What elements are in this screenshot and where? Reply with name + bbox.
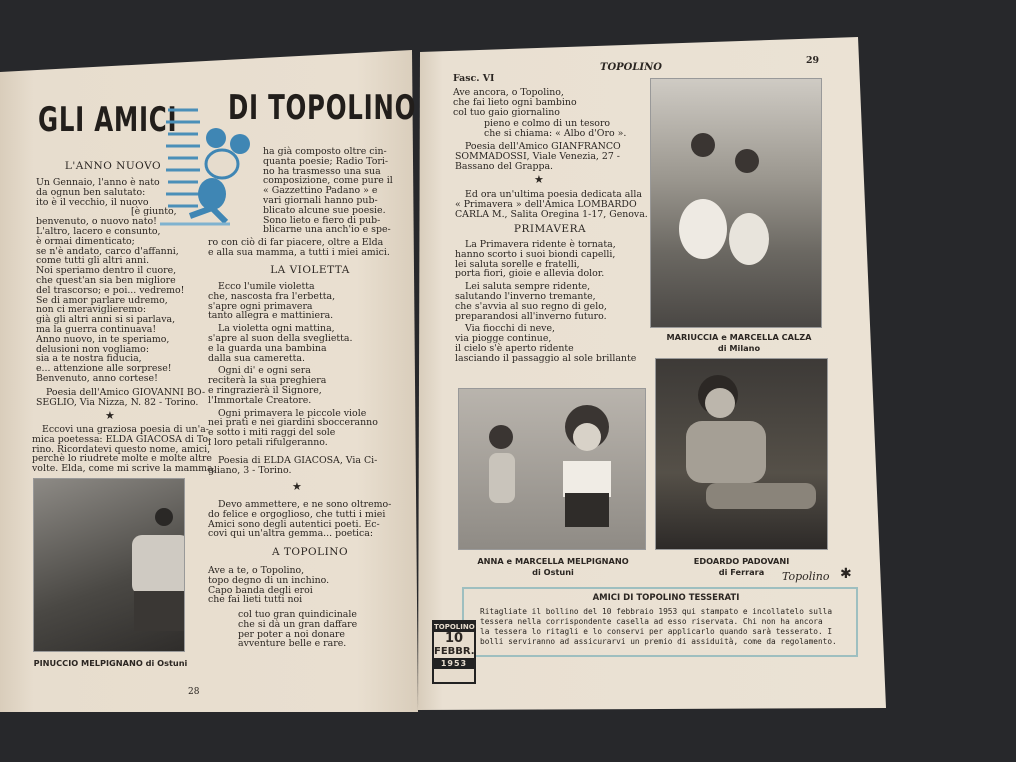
text-line: che si dà un gran daffare bbox=[238, 618, 358, 630]
poem-primavera bbox=[455, 240, 636, 367]
text-line: Ave ancora, o Topolino, bbox=[453, 87, 564, 98]
text-line: se n'è andato, carco d'affanni, bbox=[36, 245, 179, 257]
text-line: reciterà la sua preghiera bbox=[208, 375, 327, 387]
text-line: gliano, 3 - Torino. bbox=[208, 464, 292, 476]
text-line: rino. Ricordatevi questo nome, amici, bbox=[32, 443, 211, 455]
box-title: AMICI DI TOPOLINO TESSERATI bbox=[592, 593, 740, 603]
text-line: Poesia dell'Amico GIANFRANCO bbox=[465, 141, 621, 152]
text-line: come tutti gli altri anni. bbox=[36, 255, 150, 267]
text-line: e... attenzione alle sorprese! bbox=[36, 363, 172, 375]
text-line: Poesia di ELDA GIACOSA, Via Ci- bbox=[218, 455, 378, 466]
text-line: La Primavera ridente è tornata, bbox=[465, 239, 616, 250]
text-line: quanta poesie; Radio Tori- bbox=[263, 155, 388, 167]
stamp-month: FEBBR. bbox=[434, 646, 475, 657]
text-line: Ecco l'umile violetta bbox=[218, 281, 315, 292]
text-line: no ha trasmesso una sua bbox=[263, 165, 381, 177]
text-line: L'altro, lacero e consunto, bbox=[36, 225, 161, 237]
stamp-brand: TOPOLINO bbox=[434, 623, 475, 631]
text-line: s'apre al suon della sveglietta. bbox=[208, 332, 353, 344]
star-separator: ★ bbox=[292, 480, 302, 493]
mickey-head-icon: ✱ bbox=[840, 566, 852, 582]
text-line: da ognun ben salutato: bbox=[36, 186, 146, 198]
fascicle-label: Fasc. VI bbox=[453, 73, 495, 84]
text-line: ma la guerra continuava! bbox=[36, 323, 157, 335]
poem-a-topolino-part2 bbox=[238, 610, 357, 649]
text-line: delusioni non vogliamo: bbox=[36, 343, 149, 355]
text-line: salutando l'inverno tremante, bbox=[455, 290, 596, 302]
text-line: col tuo gran quindicinale bbox=[238, 609, 357, 620]
poem-a-topolino-part1 bbox=[208, 566, 329, 605]
text-line: blicato alcune sue poesie. bbox=[263, 204, 386, 216]
text-line: porta fiori, gioie e allevia dolor. bbox=[455, 268, 605, 280]
text-line: Ogni di' e ogni sera bbox=[218, 365, 311, 377]
text-line: blicarne una anch'io e spe- bbox=[263, 224, 391, 236]
text-line: ha già composto oltre cin- bbox=[263, 146, 387, 157]
caption-calza-place: di Milano bbox=[717, 343, 761, 353]
photo-melpignano-sisters bbox=[458, 388, 646, 550]
caption-pinuccio: PINUCCIO MELPIGNANO di Ostuni bbox=[33, 658, 188, 668]
text-line: « Gazzettino Padano » e bbox=[263, 185, 378, 197]
date-stamp[interactable] bbox=[432, 620, 476, 684]
poem-violetta bbox=[208, 282, 378, 451]
text-line: via piogge continue, bbox=[455, 333, 552, 345]
text-line: Anno nuovo, in te speriamo, bbox=[36, 333, 170, 345]
page-number-28: 28 bbox=[188, 687, 200, 697]
photo-edoardo bbox=[655, 358, 828, 550]
text-line: mica poetessa: ELDA GIACOSA di To- bbox=[32, 433, 212, 445]
text-line: e alla sua mamma, a tutti i miei amici. bbox=[208, 246, 390, 258]
text-line: preparandosi all'inverno futuro. bbox=[455, 310, 607, 322]
text-line: non ci meraviglieremo: bbox=[36, 304, 147, 316]
text-line: pieno e colmo di un tesoro bbox=[484, 118, 611, 129]
poem-title-a-topolino: A TOPOLINO bbox=[271, 546, 349, 558]
text-line: tessera nella corrispondente casella ad esso riservata. Chi non ha ancora bbox=[480, 617, 823, 626]
text-line: Ed ora un'ultima poesia dedicata alla bbox=[465, 189, 642, 200]
text-line: benvenuto, o nuovo nato! bbox=[36, 216, 157, 228]
text-line: CARLA M., Salita Oregina 1-17, Genova. bbox=[455, 208, 648, 220]
poem-credit-boseglio bbox=[36, 388, 205, 408]
poem-continued-indent bbox=[484, 119, 626, 139]
text-line: sia a te nostra fiducia, bbox=[36, 353, 142, 365]
text-line: [è giunto, bbox=[131, 206, 177, 218]
text-line: avventure belle e rare. bbox=[238, 638, 347, 650]
star-separator: ★ bbox=[105, 409, 115, 422]
text-line: composizione, come pure il bbox=[263, 175, 393, 187]
poem-title-primavera: PRIMAVERA bbox=[513, 223, 587, 235]
text-line: Se di amor parlare udremo, bbox=[36, 294, 168, 306]
intro-continued bbox=[263, 147, 393, 235]
intro-elda bbox=[32, 425, 216, 474]
star-separator: ★ bbox=[534, 173, 544, 186]
text-line: vari giornali hanno pub- bbox=[263, 194, 378, 206]
text-line: il cielo s'è aperto ridente bbox=[455, 342, 574, 354]
text-line: ro con ciò di far piacere, oltre a Elda bbox=[208, 237, 384, 248]
text-line: che, nascosta fra l'erbetta, bbox=[208, 290, 336, 302]
tesserati-box bbox=[462, 587, 858, 657]
text-line: lasciando il passaggio al sole brillante bbox=[455, 352, 637, 364]
text-line: nei prati e nei giardini sbocceranno bbox=[208, 417, 378, 429]
poem-credit-sommadossi bbox=[455, 142, 621, 171]
text-line: s'apre ogni primavera bbox=[208, 300, 313, 312]
poem-anno-nuovo bbox=[36, 178, 184, 384]
text-line: e la guarda una bambina bbox=[208, 342, 327, 354]
text-line: che quest'an sia ben migliore bbox=[36, 274, 176, 286]
text-line: Devo ammettere, e ne sono oltremo- bbox=[218, 499, 392, 510]
text-line: dalla sua cameretta. bbox=[208, 352, 305, 364]
topolino-signature: Topolino bbox=[782, 570, 830, 583]
text-line: hanno scorto i suoi biondi capelli, bbox=[455, 248, 616, 260]
text-line: col tuo gaio giornalino bbox=[453, 106, 560, 118]
text-line: che fai lieti tutti noi bbox=[208, 594, 303, 606]
text-line: Capo banda degli eroi bbox=[208, 584, 313, 596]
text-line: del trascorso; e poi... vedremo! bbox=[36, 284, 185, 296]
poem-title-violetta: LA VIOLETTA bbox=[270, 264, 350, 276]
text-line: lei saluta sorelle e fratelli, bbox=[455, 258, 580, 270]
text-line: bolli serviranno ad assicurarvi un premio di assiduità, come da regolamento. bbox=[480, 637, 837, 646]
caption-calza-name: MARIUCCIA e MARCELLA CALZA bbox=[666, 332, 812, 342]
text-line: Sono lieto e fiero di pub- bbox=[263, 214, 381, 226]
caption-melpignano-name: ANNA e MARCELLA MELPIGNANO bbox=[477, 556, 629, 566]
text-line: e ringrazierà il Signore, bbox=[208, 384, 322, 396]
text-line: Un Gennaio, l'anno è nato bbox=[36, 177, 160, 188]
poem-title-anno-nuovo: L'ANNO NUOVO bbox=[64, 160, 162, 172]
text-line: SOMMADOSSI, Viale Venezia, 27 - bbox=[455, 150, 620, 162]
photo-calza-sisters bbox=[650, 78, 822, 328]
text-line: Ritagliate il bollino del 10 febbraio 1953 qui stampato e incollatelo sulla bbox=[480, 607, 833, 616]
text-line: già gli altri anni si si parlava, bbox=[36, 314, 176, 326]
text-line: « Primavera » dell'Amica LOMBARDO bbox=[455, 198, 637, 210]
stamp-day: 10 bbox=[444, 631, 464, 646]
text-line: topo degno di un inchino. bbox=[208, 574, 330, 586]
page-header: TOPOLINO bbox=[600, 62, 662, 73]
caption-edoardo-name: EDOARDO PADOVANI bbox=[693, 556, 790, 566]
text-line: do felice e orgoglioso, che tutti i miei bbox=[208, 508, 386, 520]
page-number-29: 29 bbox=[806, 55, 820, 66]
caption-edoardo-place: di Ferrara bbox=[718, 567, 765, 577]
poem-credit-giacosa bbox=[208, 456, 377, 476]
title-part-2: DI TOPOLINO bbox=[228, 88, 417, 128]
intro-continued-wide bbox=[208, 238, 390, 258]
caption-melpignano-place: di Ostuni bbox=[532, 567, 574, 577]
stamp-year: 1953 bbox=[434, 658, 474, 669]
text-line: Noi speriamo dentro il cuore, bbox=[36, 265, 177, 277]
text-line: per poter a noi donare bbox=[238, 628, 345, 640]
text-line: Eccovi una graziosa poesia di un'a- bbox=[42, 424, 209, 435]
text-line: Amici sono degli autentici poeti. Ec- bbox=[208, 518, 380, 530]
text-line: Ave a te, o Topolino, bbox=[208, 565, 305, 576]
title-part-1: GLI AMICI bbox=[38, 100, 178, 140]
text-line: Benvenuto, anno cortese! bbox=[36, 372, 158, 384]
text-line: SEGLIO, Via Nizza, N. 82 - Torino. bbox=[36, 396, 199, 408]
outro-text bbox=[208, 500, 391, 539]
text-line: l'Immortale Creatore. bbox=[208, 394, 312, 406]
poem-continued bbox=[453, 88, 577, 117]
text-line: Ogni primavera le piccole viole bbox=[218, 407, 367, 419]
text-line: che si chiama: « Albo d'Oro ». bbox=[484, 127, 627, 139]
text-line: covi qui un'altra gemma... poetica: bbox=[208, 528, 374, 540]
text-line: e sotto i miti raggi del sole bbox=[208, 427, 336, 439]
text-line: volte. Elda, come mi scrive la mamma, bbox=[32, 463, 216, 475]
text-line: che fai lieto ogni bambino bbox=[453, 96, 577, 108]
text-line: La violetta ogni mattina, bbox=[218, 323, 335, 335]
text-line: i loro petali rifulgeranno. bbox=[208, 436, 328, 448]
text-line: tanto allegra e mattiniera. bbox=[208, 310, 334, 322]
text-line: ito è il vecchio, il nuovo bbox=[36, 196, 149, 208]
text-line: Lei saluta sempre ridente, bbox=[465, 281, 591, 293]
text-line: Via fiocchi di neve, bbox=[465, 323, 555, 335]
text-line: è ormai dimenticato; bbox=[36, 235, 135, 247]
intro-primavera bbox=[455, 190, 648, 219]
text-line: che s'avvia al suo regno di gelo, bbox=[455, 300, 607, 312]
photo-pinuccio bbox=[33, 478, 185, 652]
text-line: Bassano del Grappa. bbox=[455, 160, 554, 172]
text-line: perchè lo riudrete molte e molte altre bbox=[32, 453, 212, 465]
text-line: la tessera lo ritagli e lo conservi per applicarlo quando sarà tesserato. I bbox=[480, 627, 833, 636]
text-line: Poesia dell'Amico GIOVANNI BO- bbox=[46, 387, 206, 398]
